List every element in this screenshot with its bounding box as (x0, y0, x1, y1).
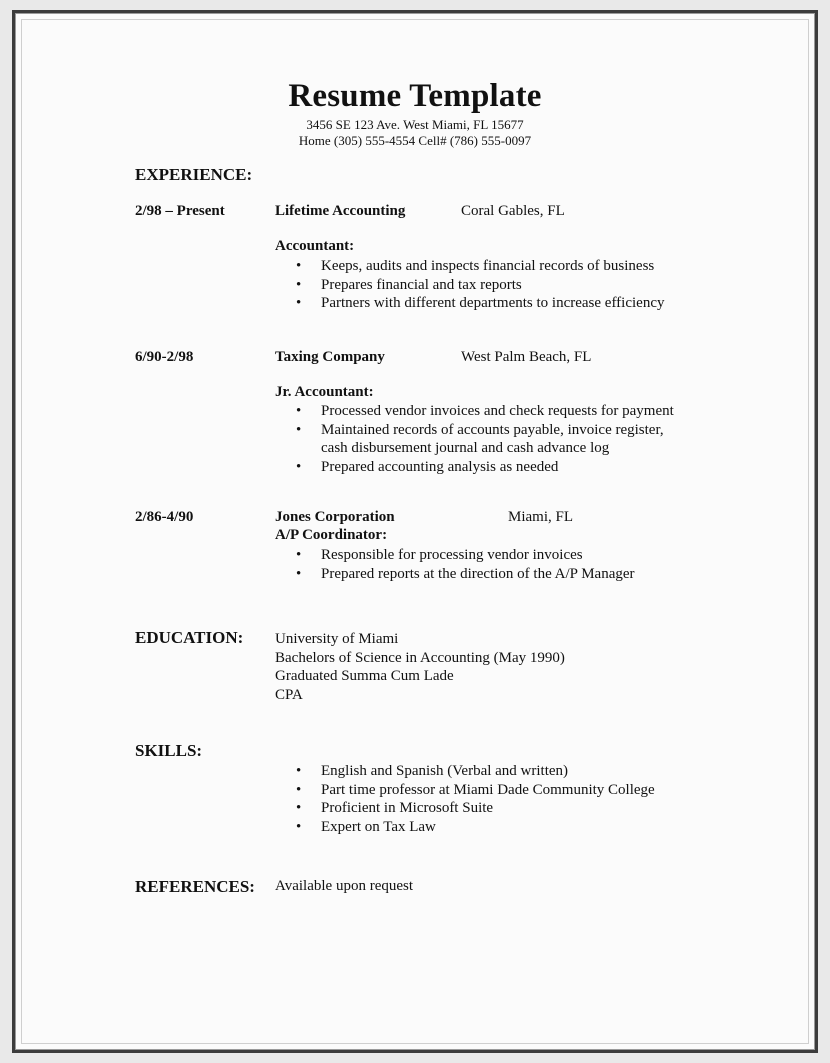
document-frame (12, 10, 818, 1053)
references-heading: REFERENCES: (135, 877, 255, 896)
job-duty-item: • Prepared accounting analysis as needed (296, 458, 681, 477)
page-title: Resume Template (288, 78, 542, 114)
job-duties-list (296, 402, 681, 476)
job-dates: 2/86-4/90 (135, 509, 194, 525)
job-dates: 2/98 – Present (135, 203, 225, 219)
education-line: Graduated Summa Cum Lade (275, 668, 454, 685)
job-duties-list (296, 257, 664, 313)
job-company: Jones Corporation (275, 509, 395, 525)
education-heading: EDUCATION: (135, 628, 244, 647)
skills-list (296, 762, 655, 836)
job-location: Miami, FL (508, 509, 574, 525)
phone-line: Home (305) 555-4554 Cell# (786) 555-0097 (298, 133, 532, 148)
job-role: Jr. Accountant: (275, 384, 374, 400)
job-duty-item: • Maintained records of accounts payable, invoice register, cash disbursement journal and cash advance log (296, 421, 681, 458)
job-duty-item: • Prepared reports at the direction of the A/P Manager (296, 565, 635, 584)
job-duty-item: • Processed vendor invoices and check requests for payment (296, 402, 681, 421)
job-dates: 6/90-2/98 (135, 349, 194, 365)
skill-item: • Expert on Tax Law (296, 818, 655, 837)
skill-item: • Proficient in Microsoft Suite (296, 799, 655, 818)
job-duties-list (296, 546, 635, 583)
job-duty-item: • Prepares financial and tax reports (296, 276, 664, 295)
education-details (275, 630, 565, 704)
job-location: Coral Gables, FL (461, 203, 565, 219)
experience-heading: EXPERIENCE: (135, 165, 253, 184)
skill-item: • English and Spanish (Verbal and written) (296, 762, 655, 781)
references-text: Available upon request (275, 878, 414, 894)
education-line: CPA (275, 686, 303, 703)
job-role: Accountant: (275, 238, 355, 254)
job-company: Taxing Company (275, 349, 385, 365)
job-duty-item: • Responsible for processing vendor invoices (296, 546, 635, 565)
job-duty-item: • Keeps, audits and inspects financial records of business (296, 257, 664, 276)
job-role: A/P Coordinator: (275, 527, 388, 543)
job-location: West Palm Beach, FL (461, 349, 592, 365)
education-line: Bachelors of Science in Accounting (May 1990) (275, 649, 565, 666)
address-line: 3456 SE 123 Ave. West Miami, FL 15677 (306, 117, 524, 132)
job-duty-item: • Partners with different departments to increase efficiency (296, 294, 664, 313)
job-company: Lifetime Accounting (275, 203, 406, 219)
skills-heading: SKILLS: (135, 741, 203, 760)
education-line: University of Miami (275, 631, 399, 647)
skill-item: • Part time professor at Miami Dade Community College (296, 781, 655, 800)
